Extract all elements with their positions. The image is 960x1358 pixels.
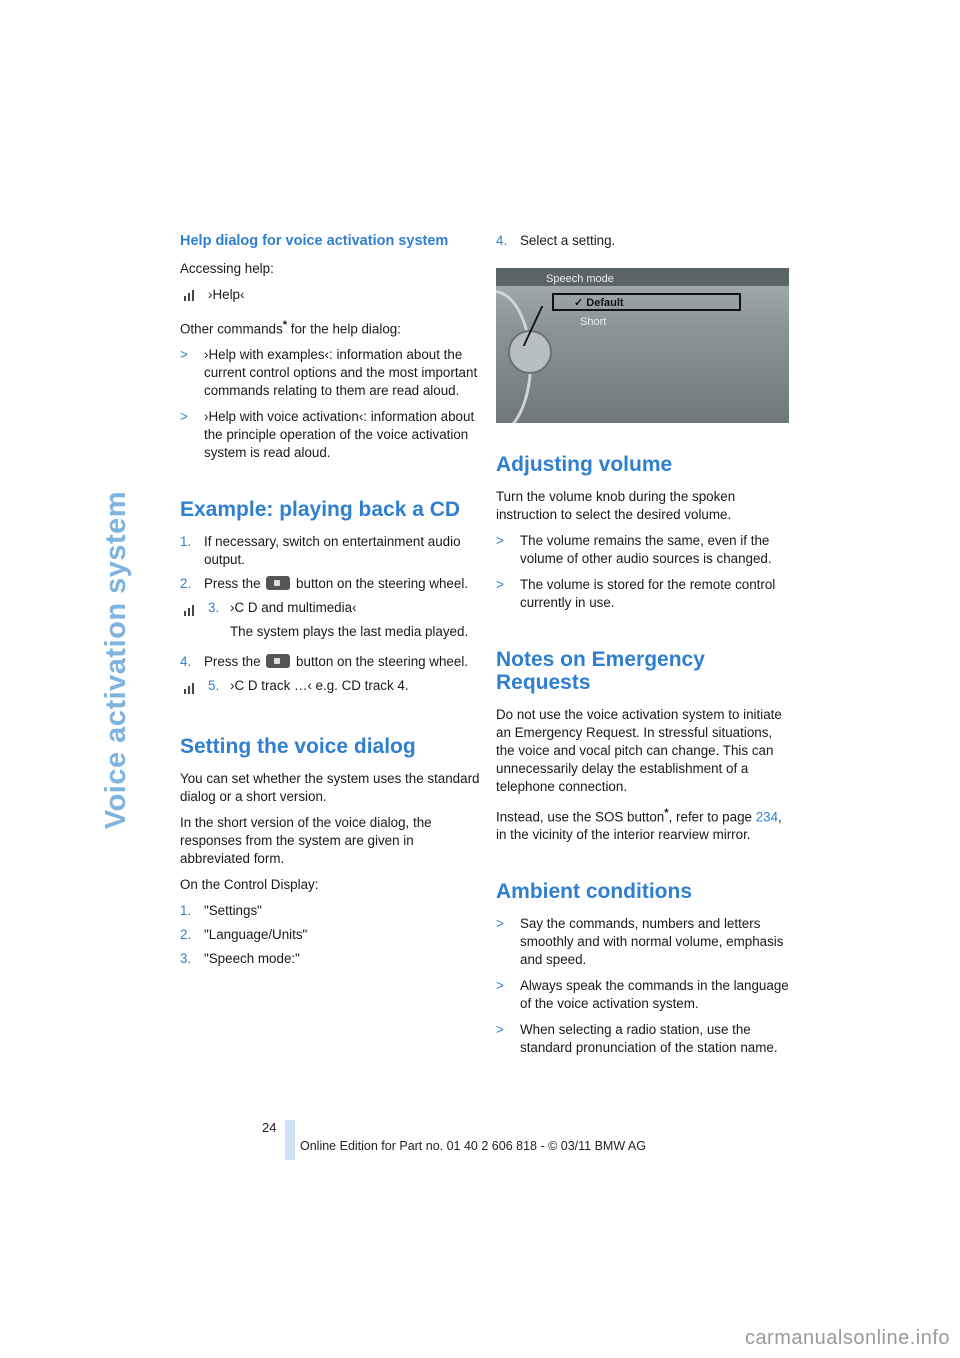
step-number: 3.	[208, 600, 220, 616]
accessing-help-text: Accessing help:	[180, 261, 274, 276]
step-4	[496, 232, 791, 250]
voice-step-1	[180, 902, 480, 920]
page-link-234[interactable]: 234	[755, 809, 779, 825]
watermark: carmanualsonline.info	[744, 1327, 950, 1349]
ambient-bullet-1-text: Say the commands, numbers and letters smoothly and with normal volume, emphasis and speed.	[520, 916, 784, 968]
selected-option-label: ✓ Default	[574, 297, 624, 309]
step-4-text: Select a setting.	[520, 233, 616, 248]
emergency-p2-a: Instead, use the SOS button	[496, 809, 665, 825]
ambient-bullet-1	[496, 915, 791, 969]
footer-bar	[285, 1120, 295, 1160]
other-commands-label: Other commands	[180, 321, 283, 337]
bullet-marker: >	[180, 347, 188, 363]
voice-step-2	[180, 926, 480, 944]
asterisk: *	[664, 807, 669, 819]
steering-wheel-voice-button-icon	[266, 654, 290, 668]
volume-bullet-1	[496, 532, 791, 568]
step-number: 2.	[180, 576, 192, 592]
volume-paragraph: Turn the volume knob during the spoken instruction to select the desired volume.	[496, 489, 736, 522]
volume-bullet-2-text: The volume is stored for the remote control currently in use.	[520, 577, 776, 610]
cd-step-4-text-b: button on the steering wheel.	[296, 654, 469, 670]
step-number: 4.	[496, 233, 508, 248]
voice-step-3-text: "Speech mode:"	[204, 951, 300, 967]
ambient-heading: Ambient conditions	[496, 880, 692, 904]
help-bullet-1-text: ›Help with examples‹: information about the current control options and the most important commands relating to them are read aloud.	[204, 347, 478, 399]
help-command: ›Help‹	[208, 287, 245, 302]
option-short: Short	[580, 316, 607, 328]
cd-step-3-note: The system plays the last media played.	[230, 624, 469, 640]
cd-step-2	[180, 575, 480, 593]
left-column	[180, 228, 480, 974]
help-bullet-1	[180, 346, 480, 400]
help-bullet-2-text: ›Help with voice activation‹: information about the principle operation of the voice activation system is read aloud.	[204, 409, 475, 461]
voice-step-3	[180, 950, 480, 968]
cd-step-1	[180, 533, 480, 569]
cd-step-3	[180, 599, 480, 641]
asterisk: *	[282, 319, 288, 331]
cd-step-3-command: ›C D and multimedia‹	[230, 600, 357, 616]
bullet-marker: >	[496, 533, 504, 548]
cd-heading: Example: playing back a CD	[180, 498, 461, 522]
volume-heading: Adjusting volume	[496, 453, 673, 476]
control-display-screenshot	[496, 268, 789, 423]
pointer-line	[523, 306, 566, 346]
ambient-bullet-3-text: When selecting a radio station, use the standard pronunciation of the station name.	[520, 1022, 778, 1056]
selected-option	[552, 293, 741, 311]
side-title-text: Voice activation system	[100, 490, 132, 830]
other-commands-rest: for the help dialog:	[287, 321, 401, 337]
screen-header	[496, 268, 789, 286]
cd-step-4-text-a: Press the	[204, 654, 261, 670]
cd-step-2-text-a: Press the	[204, 576, 261, 592]
side-title	[100, 230, 160, 1090]
steering-wheel-voice-button-icon	[266, 576, 290, 590]
bullet-marker: >	[496, 978, 504, 994]
bullet-marker: >	[496, 916, 504, 932]
step-number: 1.	[180, 534, 192, 550]
cd-step-5	[180, 677, 480, 695]
help-bullet-2	[180, 408, 480, 462]
emergency-heading: Notes on Emergency Requests	[496, 648, 705, 694]
bullet-marker: >	[180, 409, 188, 425]
voice-dialog-p1: You can set whether the system uses the standard dialog or a short version.	[180, 771, 480, 805]
volume-bullet-1-text: The volume remains the same, even if the volume of other audio sources is changed.	[520, 533, 772, 566]
voice-step-1-text: "Settings"	[204, 903, 262, 919]
voice-dialog-p2: In the short version of the voice dialog, the responses from the system are given in abbreviated form.	[180, 815, 432, 867]
bullet-marker: >	[496, 577, 504, 592]
step-number: 5.	[208, 678, 220, 694]
cd-step-2-text-b: button on the steering wheel.	[296, 576, 469, 592]
voice-command-icon	[183, 603, 197, 617]
ambient-bullet-2-text: Always speak the commands in the language of the voice activation system.	[520, 978, 789, 1012]
step-number: 2.	[180, 927, 192, 943]
emergency-p1: Do not use the voice activation system to initiate an Emergency Request. In stressful situations, the voice and vocal pitch can change. This can unnecessarily delay the establishment of a telephone connection.	[496, 707, 782, 794]
right-column	[496, 228, 791, 1065]
other-commands-text	[180, 316, 480, 338]
emergency-p2-b: , refer to page	[668, 809, 752, 825]
help-heading: Help dialog for voice activation system	[180, 233, 449, 249]
emergency-p2	[496, 804, 791, 844]
bullet-marker: >	[496, 1022, 504, 1038]
emergency-p2-c: , in the vicinity of the interior rearview mirror.	[496, 809, 782, 843]
step-number: 1.	[180, 903, 192, 919]
step-number: 3.	[180, 951, 192, 967]
screen-header-title: Speech mode	[546, 273, 614, 285]
voice-command-icon	[183, 288, 197, 302]
cd-step-1-text: If necessary, switch on entertainment audio output.	[204, 534, 461, 568]
voice-dialog-heading: Setting the voice dialog	[180, 735, 416, 759]
voice-dialog-p3: On the Control Display:	[180, 877, 319, 893]
page-number: 24	[262, 1120, 277, 1135]
voice-step-2-text: "Language/Units"	[204, 927, 308, 943]
footer-edition: Online Edition for Part no. 01 40 2 606 818 - © 03/11 BMW AG	[300, 1139, 646, 1153]
cd-step-5-command: ›C D track …‹ e.g. CD track 4.	[230, 678, 409, 694]
ambient-bullet-2	[496, 977, 791, 1013]
step-number: 4.	[180, 654, 192, 670]
cd-step-4	[180, 653, 480, 671]
voice-command-help	[180, 286, 480, 304]
volume-bullet-2	[496, 576, 791, 612]
ambient-bullet-3	[496, 1021, 791, 1057]
voice-command-icon	[183, 681, 197, 695]
